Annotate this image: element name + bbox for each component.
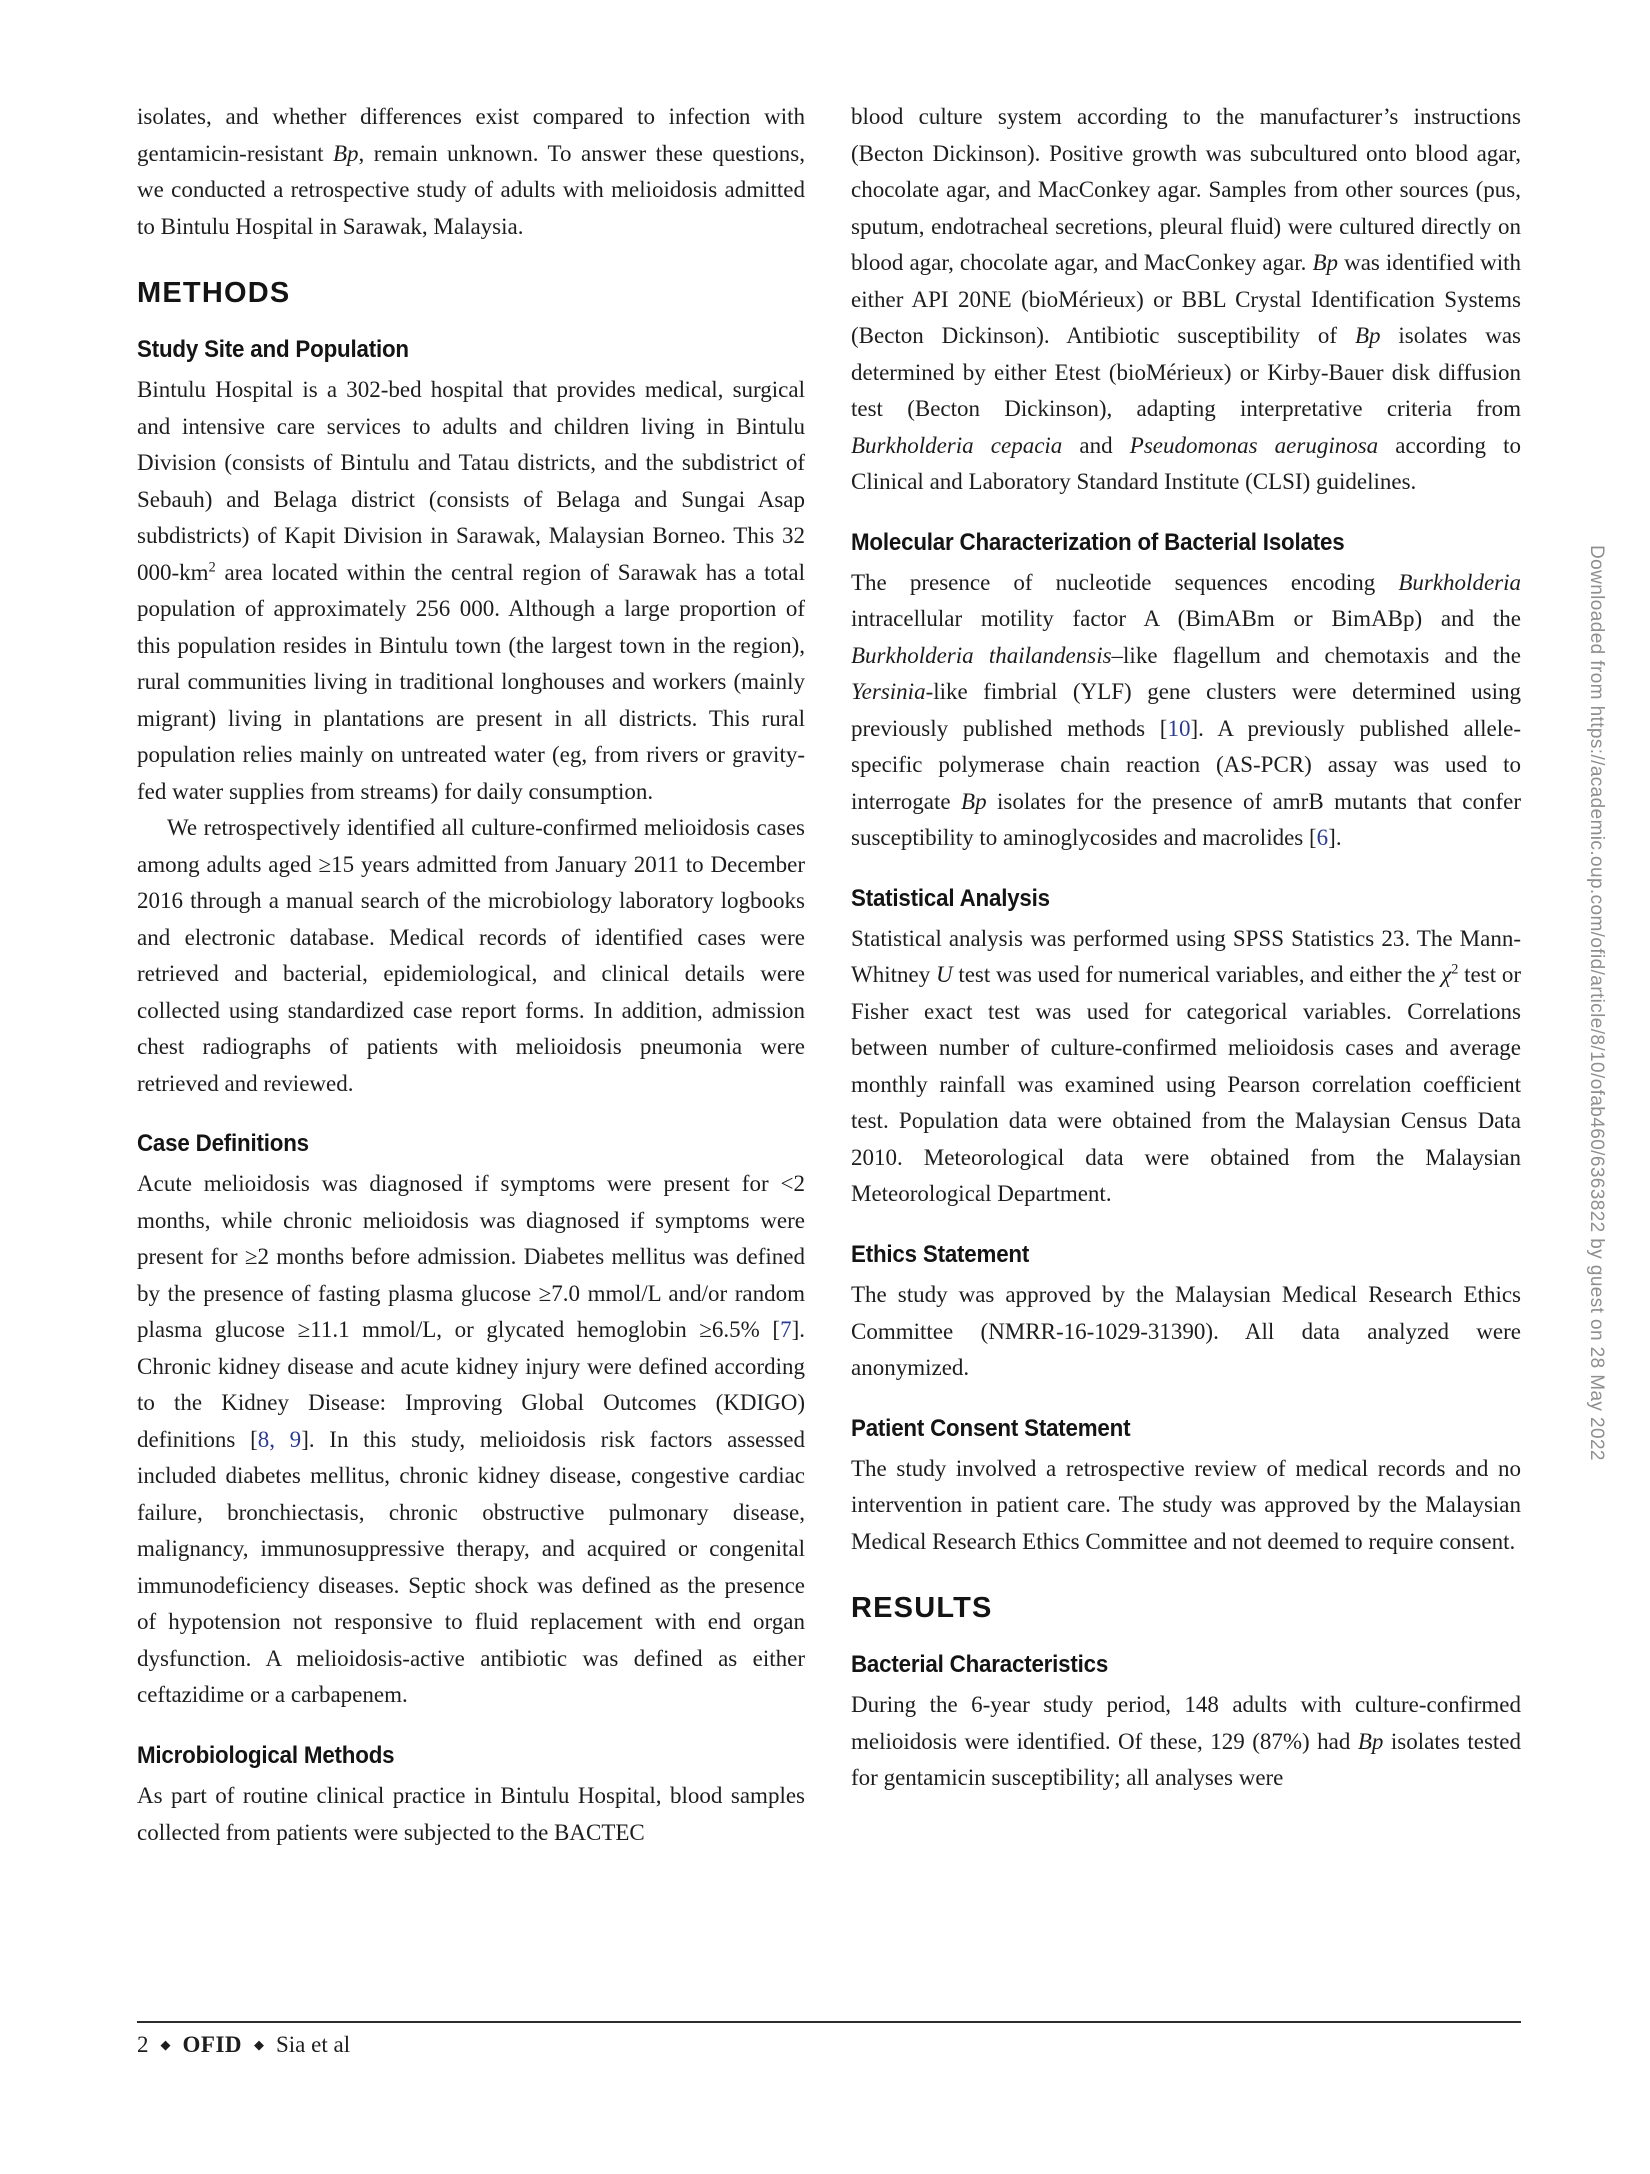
journal-abbreviation: OFID [182, 2032, 242, 2057]
subsection-heading-molecular-characterization: Molecular Characterization of Bacterial Isolates [851, 528, 1345, 556]
left-column [137, 99, 805, 1851]
subsection-heading-patient-consent: Patient Consent Statement [851, 1414, 1131, 1442]
intro-continuation-paragraph: isolates, and whether differences exist compared to infection with gentamicin-resistant Bp, remain unknown. To answer these questions, we conducted a retrospective study of adults with melioidosis admitted to Bintulu Hospital in Sarawak, Malaysia. [137, 104, 805, 239]
page-number: 2 [137, 2032, 149, 2057]
subsection-heading-microbiological-methods: Microbiological Methods [137, 1741, 395, 1769]
patient-consent-paragraph: The study involved a retrospective review of medical records and no intervention in patient care. The study was approved by the Malaysian Medical Research Ethics Committee and not deemed to require consent. [851, 1455, 1521, 1554]
section-heading-results: RESULTS [851, 1592, 993, 1625]
diamond-separator-icon: ◆ [160, 2037, 171, 2052]
study-site-paragraph-1: Bintulu Hospital is a 302-bed hospital that provides medical, surgical and intensive care services to adults and children living in Bintulu Division (consists of Bintulu and Tatau districts, and the subdistrict of Sebauh) and Belaga district (consists of Belaga and Sungai Asap subdistricts) of Kapit Division in Sarawak, Malaysian Borneo. This 32 $000-km^2$ area located within the central region of Sarawak has a total population of approximately 256 000. Although a large proportion of this population resides in Bintulu town (the largest town in the region), rural communities living in traditional longhouses and workers (mainly migrant) living in plantations are present in all districts. This rural population relies mainly on untreated water (eg, from rivers or gravity-fed water supplies from streams) for daily consumption. [137, 377, 805, 804]
download-watermark: Downloaded from https://academic.oup.com/ofid/article/8/10/ofab460/6363822 by guest on 28 May 2022 [1586, 545, 1607, 1461]
subsection-heading-ethics-statement: Ethics Statement [851, 1240, 1030, 1268]
subsection-heading-study-site: Study Site and Population [137, 336, 409, 363]
running-authors: Sia et al [276, 2032, 351, 2057]
study-site-paragraph-2: We retrospectively identified all culture-confirmed melioidosis cases among adults aged ≥15 years admitted from January 2011 to December 2016 through a manual search of the microbiology laboratory logbooks and electronic database. Medical records of identified cases were retrieved and bacterial, epidemiological, and clinical details were collected using standardized case report forms. In addition, admission chest radiographs of patients with melioidosis pneumonia were retrieved and reviewed. [137, 815, 805, 1096]
bacterial-characteristics-paragraph: During the 6-year study period, 148 adults with culture-confirmed melioidosis were identified. Of these, 129 (87%) had Bp isolates tested for gentamicin susceptibility; all analyses were [851, 1692, 1521, 1791]
section-heading-methods: METHODS [137, 277, 291, 309]
subsection-heading-bacterial-characteristics: Bacterial Characteristics [851, 1651, 1109, 1679]
statistical-analysis-paragraph: Statistical analysis was performed using SPSS Statistics 23. The Mann-Whitney U test was used for numerical variables, and either the $\chi^2$ test or Fisher exact test was used for categorical variables. Correlations between number of culture-confirmed melioidosis cases and average monthly rainfall was examined using Pearson correlation coefficient test. Population data were obtained from the Malaysian Census Data 2010. Meteorological data were obtained from the Malaysian Meteorological Department. [851, 925, 1522, 1207]
page-footer [137, 2032, 350, 2058]
subsection-heading-case-definitions: Case Definitions [137, 1130, 309, 1158]
ethics-statement-paragraph: The study was approved by the Malaysian Medical Research Ethics Committee (NMRR-16-1029-31390). All data analyzed were anonymized. [851, 1282, 1521, 1381]
diamond-separator-icon: ◆ [254, 2037, 264, 2052]
microbiological-methods-paragraph: As part of routine clinical practice in Bintulu Hospital, blood samples collected from patients were subjected to the BACTEC [137, 1783, 805, 1845]
subsection-heading-statistical-analysis: Statistical Analysis [851, 884, 1050, 912]
molecular-characterization-paragraph: The presence of nucleotide sequences encoding Burkholderia intracellular motility factor A (BimABm or BimABp) and the Burkholderia thailandensis–like flagellum and chemotaxis and the Yersinia-like fimbrial (YLF) gene clusters were determined using previously published methods [10]. A previously published allele-specific polymerase chain reaction (AS-PCR) assay was used to interrogate Bp isolates for the presence of amrB mutants that confer susceptibility to aminoglycosides and macrolides [6]. [851, 569, 1522, 851]
case-definitions-paragraph: Acute melioidosis was diagnosed if symptoms were present for <2 months, while chronic melioidosis was diagnosed if symptoms were present for ≥2 months before admission. Diabetes mellitus was defined by the presence of fasting plasma glucose ≥7.0 mmol/L and/or random plasma glucose ≥11.1 mmol/L, or glycated hemoglobin ≥6.5% [7]. Chronic kidney disease and acute kidney injury were defined according to the Kidney Disease: Improving Global Outcomes (KDIGO) definitions [8, 9]. In this study, melioidosis risk factors assessed included diabetes mellitus, chronic kidney disease, congestive cardiac failure, bronchiectasis, chronic obstructive pulmonary disease, malignancy, immunosuppressive therapy, and acquired or congenital immunodeficiency diseases. Septic shock was defined as the presence of hypotension not responsive to fluid replacement with end organ dysfunction. A melioidosis-active antibiotic was defined as either ceftazidime or a carbapenem. [137, 1171, 805, 1708]
right-column [851, 99, 1521, 1797]
footer-rule [137, 2021, 1521, 2023]
microbiological-methods-continuation-paragraph: blood culture system according to the manufacturer’s instructions (Becton Dickinson). Positive growth was subcultured onto blood agar, chocolate agar, and MacConkey agar. Samples from other sources (pus, sputum, endotracheal secretions, pleural fluid) were cultured directly on blood agar, chocolate agar, and MacConkey agar. Bp was identified with either API 20NE (bioMérieux) or BBL Crystal Identification Systems (Becton Dickinson). Antibiotic susceptibility of Bp isolates was determined by either Etest (bioMérieux) or Kirby-Bauer disk diffusion test (Becton Dickinson), adapting interpretative criteria from Burkholderia cepacia and Pseudomonas aeruginosa according to Clinical and Laboratory Standard Institute (CLSI) guidelines. [851, 104, 1522, 494]
